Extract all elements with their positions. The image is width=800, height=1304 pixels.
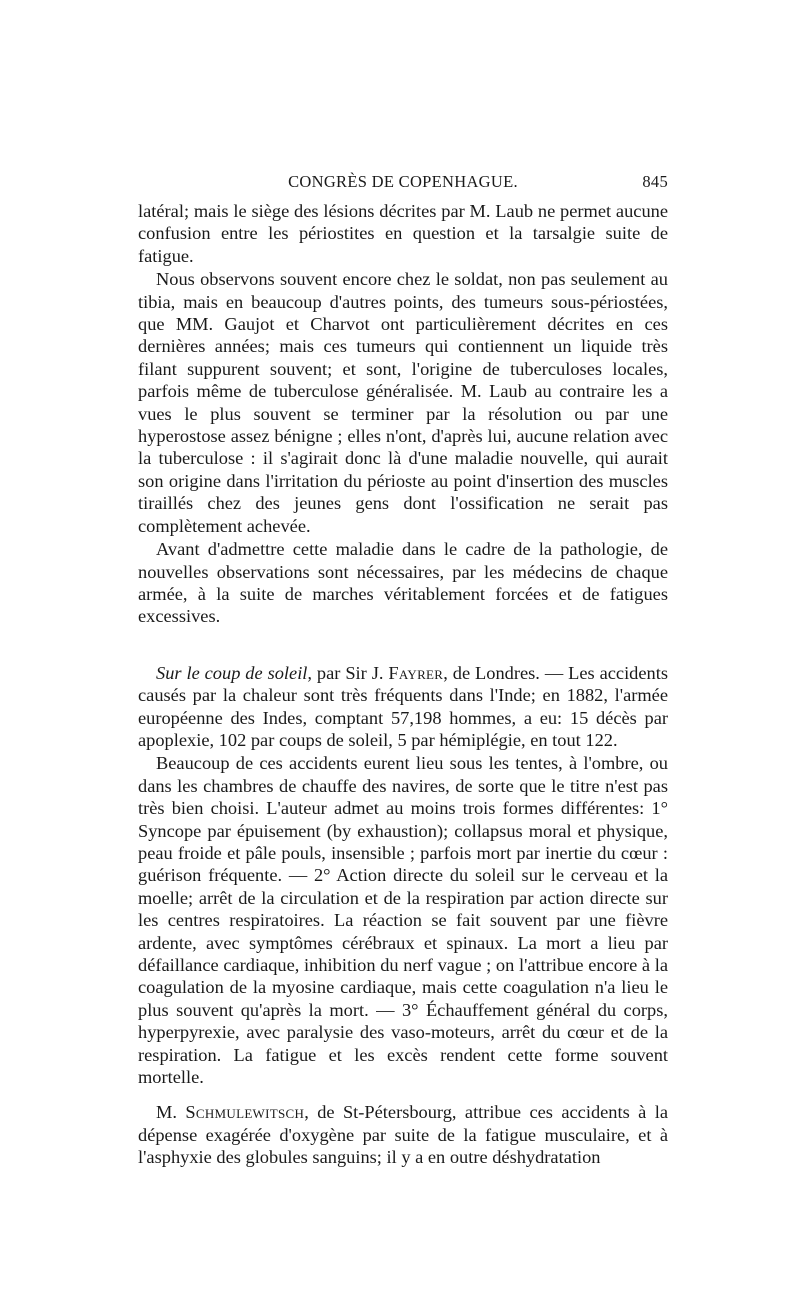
paragraph-coup-de-soleil-text: , de Londres. — Les accidents causés par la chaleur sont très fréquents dans l'Inde; en 1882, l'armée européenne des Indes, comptant 57,198 hommes, a eu: 15 décès par apoplexie, 102 par coups de soleil, 5 par hémiplégie, en tout 122. xyxy=(138,662,668,750)
paragraph-schmulewitsch-text: , de St-Pétersbourg, attribue ces accidents à la dépense exagérée d'oxygène par suite de la fatigue musculaire, et à l'asphyxie des globules sanguins; il y a en outre déshydratation xyxy=(138,1102,668,1168)
running-head xyxy=(138,170,668,200)
author-name-schmulewitsch: Schmulewitsch xyxy=(185,1102,305,1123)
paragraph-coup-de-soleil xyxy=(138,662,668,752)
paragraph-continuation: latéral; mais le siège des lésions décrites par M. Laub ne permet aucune confusion entre les périostites en question et la tarsalgie suite de fatigue. xyxy=(138,201,668,266)
paragraph-schmulewitsch xyxy=(138,1101,668,1168)
paragraph-trois-formes: Beaucoup de ces accidents eurent lieu sous les tentes, à l'ombre, ou dans les chambres de chauffe des navires, de sorte que le titre n'est pas très bien choisi. L'auteur admet au moins trois formes différentes: 1° Syncope par épuisement (by exhaustion); collapsus moral et physique, peau froide et pâle pouls, insensible ; parfois mort par inertie du cœur : guérison fréquente. — 2° Action directe du soleil sur le cerveau et la moelle; arrêt de la circulation et de la respiration par action directe sur les centres respiratoires. La réaction se fait souvent par une fièvre ardente, avec symptômes cérébraux et spinaux. La mort a lieu par défaillance cardiaque, inhibition du nerf vague ; on l'attribue encore à la coagulation de la myosine cardiaque, mais cette coagulation n'a lieu le plus souvent qu'après la mort. — 3° Échauffement général du corps, hyperpyrexie, avec paralysie des vaso-moteurs, arrêt du cœur et de la respiration. La fatigue et les excès rendent cette forme souvent mortelle. xyxy=(138,753,668,1088)
paragraph-tumeurs: Nous observons souvent encore chez le soldat, non pas seulement au tibia, mais en beaucoup d'autres points, des tumeurs sous-périostées, que MM. Gaujot et Charvot ont particulièrement décrites en ces dernières années; mais ces tumeurs qui contiennent un liquide très filant suppurent souvent; et sont, l'origine de tuberculoses locales, parfois même de tuberculose généralisée. M. Laub au contraire les a vues le plus souvent se terminer par la résolution ou par une hyperostose assez bénigne ; elles n'ont, d'après lui, aucune relation avec la tuberculose : il s'agirait donc là d'une maladie nouvelle, qui aurait son origine dans l'irritation du périoste au point d'insertion des muscles tiraillés chez des jeunes gens dont l'ossification ne serait pas complètement achevée. xyxy=(138,269,668,536)
article-title: Sur le coup de soleil, xyxy=(156,662,313,683)
page-number: 845 xyxy=(642,172,668,191)
running-title: CONGRÈS DE COPENHAGUE. xyxy=(288,172,518,191)
paragraph-pathologie: Avant d'admettre cette maladie dans le cadre de la pathologie, de nouvelles observations sont nécessaires, par les médecins de chaque armée, à la suite de marches véritablement forcées et de fatigues excessives. xyxy=(138,539,668,627)
book-page xyxy=(138,170,668,1169)
byline-text: par Sir J. xyxy=(312,662,389,683)
paragraph-schmulewitsch-lead: M. xyxy=(156,1102,186,1123)
author-name-fayrer: Fayrer xyxy=(388,662,444,683)
